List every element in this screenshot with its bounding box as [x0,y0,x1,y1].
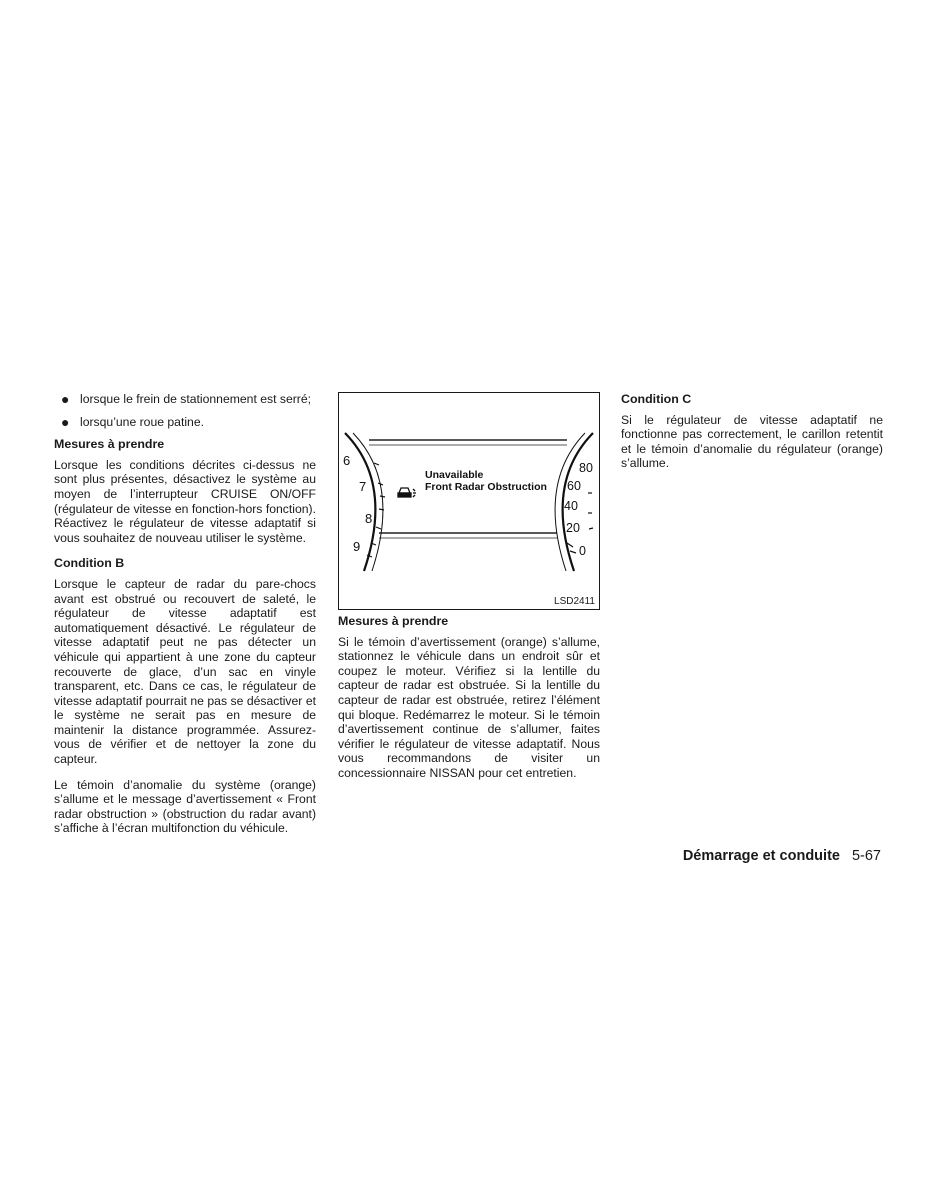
gauge-number: 40 [564,499,578,513]
column-middle [338,614,600,792]
column-right [621,392,883,482]
bullet-icon: ● [61,391,70,407]
display-message-line2: Front Radar Obstruction [425,481,547,493]
gauge-number: 6 [343,453,351,468]
section-heading: Condition B [54,556,125,571]
column-left [54,392,316,847]
section-title: Démarrage et conduite [682,848,840,864]
page-number: 5-67 [851,848,881,864]
gauge-number: 8 [365,511,373,526]
gauge-number: 20 [566,521,580,535]
bullet-icon: ● [61,413,70,430]
gauge-number: 9 [353,539,361,554]
paragraph: Si le témoin d’avertissement (orange) s’allume, stationnez le véhicule dans un endroit sûr et coupez le moteur. Vérifiez si la lentille du capteur de radar est obstruée. Si la lentille du capteur de radar est obstruée, retirez l’élément qui bloque. Redémarrez le moteur. Si le témoin d’avertissement continue de s’allumer, faites vérifier le régulateur de vitesse adaptatif. Nous vous recommandons de visiter un concessionnaire NISSAN pour cet entretien. [338,634,600,780]
display-message-line1: Unavailable [425,469,484,481]
paragraph: Si le régulateur de vitesse adaptatif ne fonctionne pas correctement, le carillon retentit et le témoin d’anomalie du régulateur (orange) s’allume. [621,412,883,471]
gauge-number: 0 [579,544,586,558]
gauge-number: 60 [567,479,581,493]
figure-id: LSD2411 [554,596,595,607]
gauge-cluster-illustration [339,393,599,609]
bullet-text: lorsque le frein de stationnement est serré; [80,392,312,406]
gauge-number: 7 [359,479,367,494]
section-heading: Condition C [621,392,692,406]
list-item [54,415,316,430]
section-heading: Mesures à prendre [338,614,449,628]
page-footer [683,848,881,864]
list-item [54,392,316,407]
gauge-number: 80 [579,461,593,475]
paragraph: Le témoin d’anomalie du système (orange) s’allume et le message d’avertissement « Front radar obstruction » (obstruction du radar avant) s’affiche à l’écran multifonction du véhicule. [54,777,316,836]
paragraph: Lorsque le capteur de radar du pare-chocs avant est obstrué ou recouvert de saleté, le régulateur de vitesse adaptatif est automatiquement désactivé. Le régulateur de vitesse adaptatif peut ne pas détecter un véhicule qui appartient à une zone du capteur recouverte de glace, d’un sac en vinyle transparent, etc. Dans ce cas, le régulateur de vitesse adaptatif pourrait ne pas se désactiver et le système ne serait pas en mesure de maintenir la distance programmée. Assurez-vous de vérifier et de nettoyer la zone du capteur. [54,576,316,767]
bullet-text: lorsqu’une roue patine. [80,414,204,429]
paragraph: Lorsque les conditions décrites ci-dessus ne sont plus présentes, désactivez le système au moyen de l’interrupteur CRUISE ON/OFF (régulateur de vitesse en fonction-hors fonction). Réactivez le régulateur de vitesse adaptatif si vous souhaitez de nouveau utiliser le système. [54,457,316,545]
section-heading: Mesures à prendre [54,437,165,452]
radar-car-icon [398,488,416,497]
dashboard-figure [338,392,600,610]
